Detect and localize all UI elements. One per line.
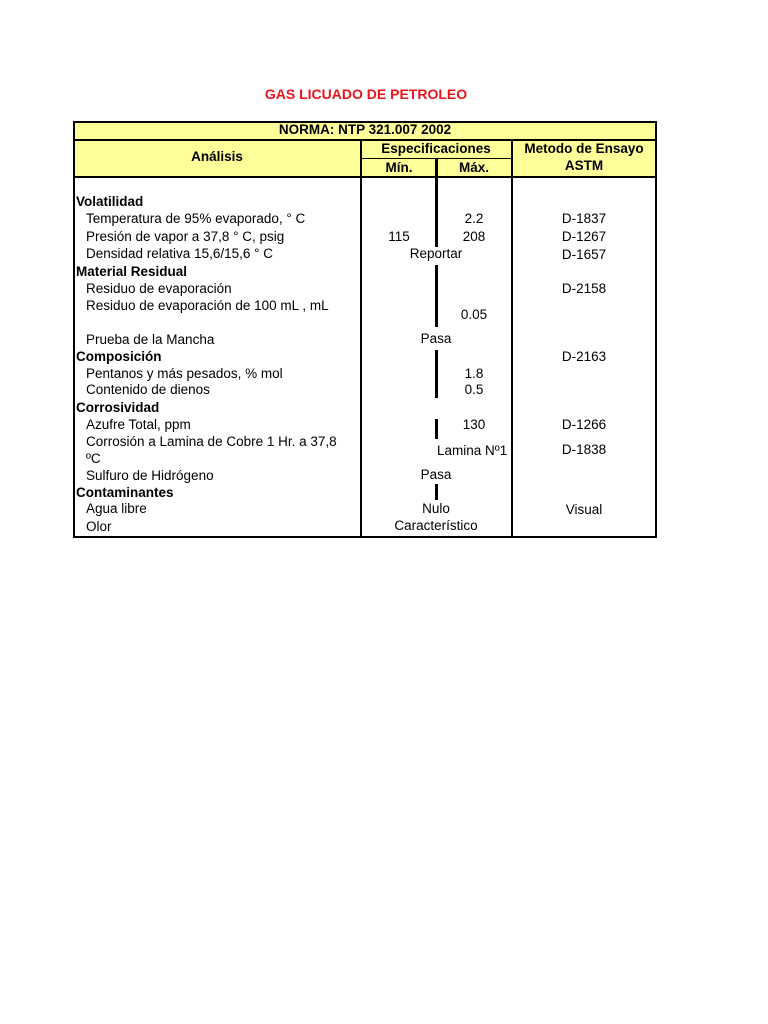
method-value: D-1657 [561, 247, 607, 262]
row-label: Temperatura de 95% evaporado, ° C [86, 211, 306, 226]
spec-value: Nulo [422, 501, 450, 516]
max-header: Máx. [458, 160, 489, 175]
section-label: Composición [76, 349, 162, 364]
method-value: D-2158 [561, 281, 607, 296]
header-divider [73, 176, 657, 178]
row-label: Corrosión a Lamina de Cobre 1 Hr. a 37,8 [86, 434, 337, 449]
border-bottom [73, 536, 657, 538]
row-label: Prueba de la Mancha [86, 332, 215, 347]
spec-value: Pasa [420, 331, 452, 346]
method-value: Visual [565, 502, 603, 517]
min-header: Mín. [385, 160, 413, 175]
specification-table [73, 121, 657, 538]
row-label: Olor [86, 519, 112, 534]
norma-header: NORMA: NTP 321.007 2002 [278, 122, 452, 137]
max-value: 0.05 [460, 307, 488, 322]
row-label: Residuo de evaporación de 100 mL , mL [86, 298, 329, 313]
method-value: D-1838 [561, 442, 607, 457]
section-label: Contaminantes [76, 485, 174, 500]
row-label: Densidad relativa 15,6/15,6 ° C [86, 246, 274, 261]
minmax-separator [435, 484, 438, 500]
max-value: 130 [462, 417, 486, 432]
especificaciones-header: Especificaciones [381, 141, 491, 156]
max-value: 2.2 [464, 211, 484, 226]
analisis-header: Análisis [191, 149, 243, 164]
row-label-continued: ºC [86, 451, 101, 466]
method-value: D-1267 [561, 229, 607, 244]
document-title: GAS LICUADO DE PETROLEO [264, 86, 468, 102]
row-label: Azufre Total, ppm [86, 417, 191, 432]
spec-value: Reportar [409, 246, 463, 261]
method-value: D-2163 [561, 349, 607, 364]
max-value: Lamina Nº1 [437, 443, 508, 458]
row-label: Agua libre [86, 501, 147, 516]
max-value: 208 [462, 229, 486, 244]
row-label: Presión de vapor a 37,8 ° C, psig [86, 229, 285, 244]
max-value: 0.5 [464, 382, 484, 397]
row-label: Sulfuro de Hidrógeno [86, 468, 214, 483]
spec-value: Característico [394, 518, 478, 533]
min-value: 115 [388, 229, 410, 244]
metodo-header: Metodo de Ensayo [524, 141, 644, 156]
astm-header: ASTM [564, 158, 604, 173]
row-label: Contenido de dienos [86, 382, 210, 397]
border-right [655, 121, 657, 538]
method-value: D-1837 [561, 211, 607, 226]
section-label: Volatilidad [76, 194, 144, 209]
spec-value: Pasa [420, 467, 452, 482]
section-label: Material Residual [76, 264, 188, 279]
method-value: D-1266 [561, 417, 607, 432]
border-left [73, 121, 75, 538]
row-label: Residuo de evaporación [86, 281, 232, 296]
section-label: Corrosividad [76, 400, 160, 415]
column-divider-method [511, 139, 513, 538]
max-value: 1.8 [464, 366, 484, 381]
row-label: Pentanos y más pesados, % mol [86, 366, 283, 381]
